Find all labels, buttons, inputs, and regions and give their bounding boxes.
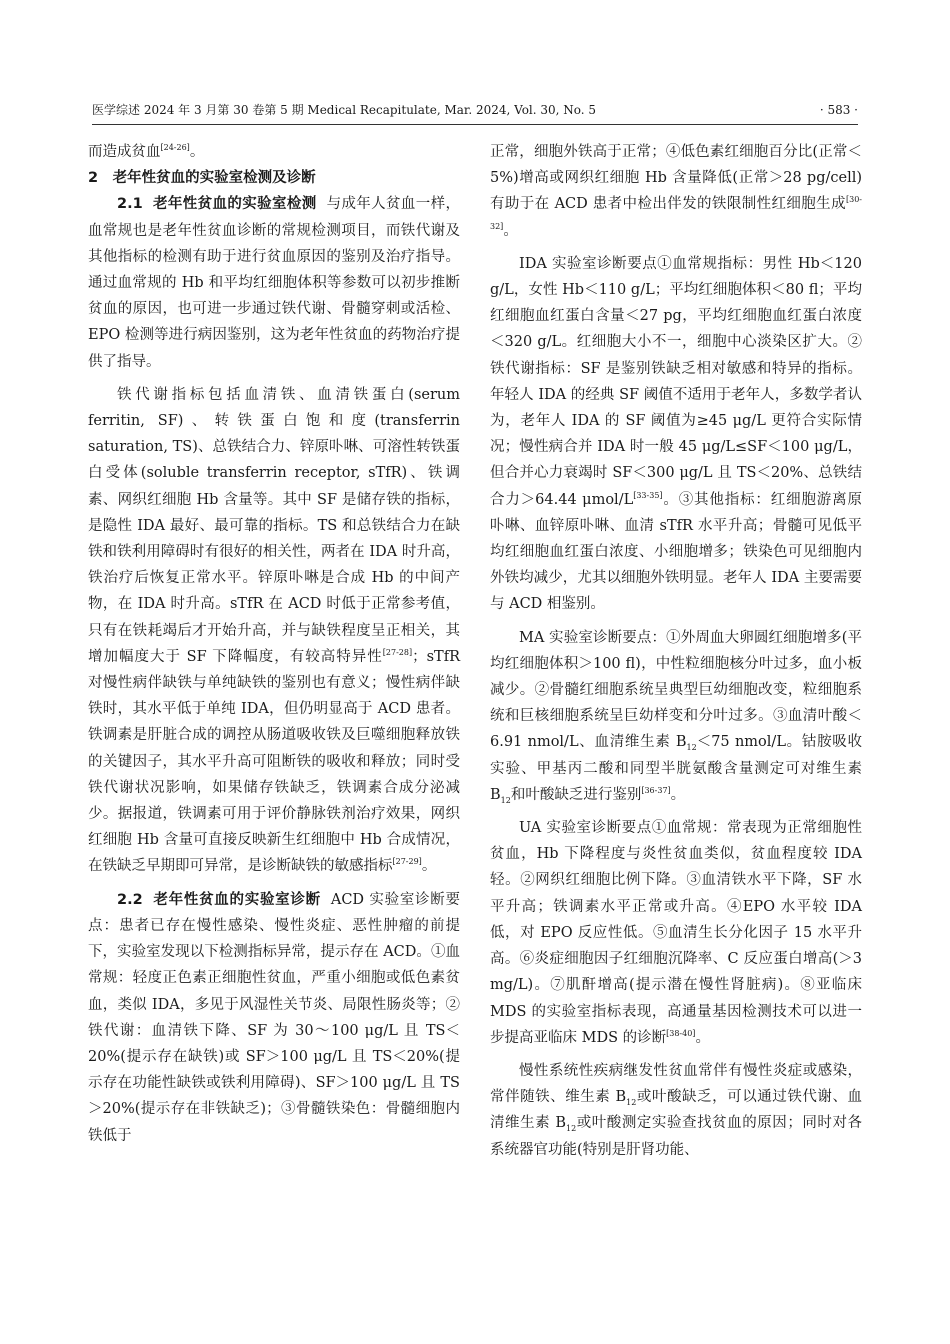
paragraph-secondary-anemia: 慢性系统性疾病继发性贫血常伴有慢性炎症或感染，常伴随铁、维生素 $B_{12}$或叶酸缺乏，可以通过铁代谢、血清维生素 $B_{12}$或叶酸测定实验查找贫血的原因；同时对各系统器官功能(特别是肝肾功能、 xyxy=(490,1062,863,1158)
subsection-title: 老年性贫血的实验室检测 xyxy=(152,196,317,213)
citation-ref: [36-37] xyxy=(641,785,671,795)
paragraph-text: ACD 实验室诊断要点：患者已存在慢性感染、慢性炎症、恶性肿瘤的前提下，实验室发现以下检测指标异常，提示存在 ACD。①血常规：轻度正色素正细胞性贫血，严重小细胞或低色素贫血，类似 IDA，多见于风湿性关节炎、局限性肠炎等；②铁代谢：血清铁下降、SF 为 30～100 μg/L 且 TS＜20%(提示存在缺铁)或 SF＞100 μg/L 且 TS＜20%(提示存在功能性缺铁或铁利用障碍)、SF＞100 μg/L 且 TS＞20%(提示存在非铁缺乏)；③骨髓铁染色：骨髓细胞内铁低于 xyxy=(88,891,460,1144)
page-number: · 583 · xyxy=(819,103,858,117)
paragraph-ua: UA 实验室诊断要点①血常规：常表现为正常细胞性贫血，Hb 下降程度与炎性贫血类似，贫血程度较 IDA 轻。②网织红细胞比例下降。③血清铁水平下降，SF 水平升高；铁调素水平正常或升高。④EPO 水平较 IDA 低，对 EPO 反应性低。⑤血清生长分化因子 15 水平升高。⑥炎症细胞因子红细胞沉降率、C 反应蛋白增高(＞3 mg/L)。⑦肌酐增高(提示潜在慢性肾脏病)。⑧亚临床 MDS 的实验室指标表现，高通量基因检测技术可以进一步提高亚临床 MDS 的诊断[38-40]。 xyxy=(490,820,862,1046)
paragraph-ma: MA 实验室诊断要点：①外周血大卵圆红细胞增多(平均红细胞体积＞100 fl)，中性粒细胞核分叶过多，血小板减少。②骨髓红细胞系统呈典型巨幼细胞改变，粒细胞系统和巨核细胞系统呈巨幼样变和分叶过多。③血清叶酸＜6.91 nmol/L、血清维生素 $B_{12}<75$ nmol/L。钴胺吸收实验、甲基丙二酸和同型半胱氨酸含量测定可对维生素 $B_{12}$和叶酸缺乏进行鉴别[36-37]。 xyxy=(490,629,862,805)
subsection-2-2 xyxy=(88,887,460,1149)
citation-ref: [27-29] xyxy=(392,857,422,867)
journal-citation: 医学综述 2024 年 3 月第 30 卷第 5 期 Medical Recapitulate, Mar. 2024, Vol. 30, No. 5 xyxy=(92,103,597,117)
left-column xyxy=(88,139,460,1149)
subsection-2-1 xyxy=(88,191,460,374)
section-heading: 2 老年性贫血的实验室检测及诊断 xyxy=(88,170,316,187)
paragraph-continuation: 正常，细胞外铁高于正常；④低色素红细胞百分比(正常＜5%)增高或网织红细胞 Hb 含量降低(正常＞28 pg/cell)有助于在 ACD 患者中检出伴发的铁限制性红细胞生成[30-32]。 xyxy=(490,144,862,239)
paragraph-continuation: 而造成贫血[24-26]。 xyxy=(88,143,205,160)
header-rule xyxy=(92,124,858,125)
citation-ref: [24-26] xyxy=(160,143,190,152)
citation-ref: [33-35] xyxy=(633,490,663,500)
paragraph-ida: IDA 实验室诊断要点①血常规指标：男性 Hb＜120 g/L，女性 Hb＜110 g/L；平均红细胞体积＜80 fl；平均红细胞血红蛋白含量＜27 pg，平均红细胞血红蛋白浓度＜320 g/L。红细胞大小不一，细胞中心淡染区扩大。②铁代谢指标：SF 是鉴别铁缺乏相对敏感和特异的指标。年轻人 IDA 的经典 SF 阈值不适用于老年人，多数学者认为，老年人 IDA 的 SF 阈值为≥45 μg/L 更符合实际情况；慢性病合并 IDA 时一般 45 μg/L≤SF＜100 μg/L，但合并心力衰竭时 SF＜300 μg/L 且 TS＜20%、总铁结合力＞64.44 μmol/L[33-35]。③其他指标：红细胞游离原卟啉、血锌原卟啉、血清 sTfR 水平升高；骨髓可见低平均红细胞血红蛋白浓度、小细胞增多；铁染色可见细胞内外铁均减少，尤其以细胞外铁明显。老年人 IDA 主要需要与 ACD 相鉴别。 xyxy=(490,255,862,613)
subsection-number: 2.2 xyxy=(117,891,143,908)
paragraph-iron-metabolism: 铁代谢指标包括血清铁、血清铁蛋白(serum ferritin, SF)、转铁蛋白饱和度(transferrin saturation, TS)、总铁结合力、锌原卟啉、可溶性转铁蛋白受体(soluble transferrin receptor, sTfR)、铁调素、网织红细胞 Hb 含量等。其中 SF 是储存铁的指标，是隐性 IDA 最好、最可靠的指标。TS 和总铁结合力在缺铁和铁利用障碍时有很好的相关性，两者在 IDA 时升高，铁治疗后恢复正常水平。锌原卟啉是合成 Hb 的中间产物，在 IDA 时升高。sTfR 在 ACD 时低于正常参考值，只有在铁耗竭后才开始升高，并与缺铁程度呈正相关，其增加幅度大于 SF 下降幅度，有较高特异性[27-28]；sTfR 对慢性病伴缺铁与单纯缺铁的鉴别也有意义；慢性病伴缺铁时，其水平低于单纯 IDA，但仍明显高于 ACD 患者。铁调素是肝脏合成的调控从肠道吸收铁及巨噬细胞释放铁的关键因子，其水平升高可阻断铁的吸收和释放；同时受铁代谢状况影响，如果储存铁缺乏，铁调素合成分泌减少。据报道，铁调素可用于评价静脉铁剂治疗效果，网织红细胞 Hb 含量可直接反映新生红细胞中 Hb 合成情况，在铁缺乏早期即可异常，是诊断缺铁的敏感指标[27-29]。 xyxy=(88,386,460,875)
running-header xyxy=(92,100,858,120)
citation-ref: [38-40] xyxy=(666,1028,696,1038)
paragraph-text: 与成年人贫血一样，血常规也是老年性贫血诊断的常规检测项目，而铁代谢及其他指标的检测有助于进行贫血原因的鉴别及治疗指导。通过血常规的 Hb 和平均红细胞体积等参数可以初步推断贫血的原因，也可进一步通过铁代谢、骨髓穿刺或活检、EPO 检测等进行病因鉴别，这为老年性贫血的药物治疗提供了指导。 xyxy=(88,196,461,370)
subsection-number: 2.1 xyxy=(117,196,143,213)
subsection-title: 老年性贫血的实验室诊断 xyxy=(152,891,321,908)
citation-ref: [30-32] xyxy=(490,195,862,231)
citation-ref: [27-28] xyxy=(382,647,413,657)
right-column xyxy=(490,139,862,1163)
